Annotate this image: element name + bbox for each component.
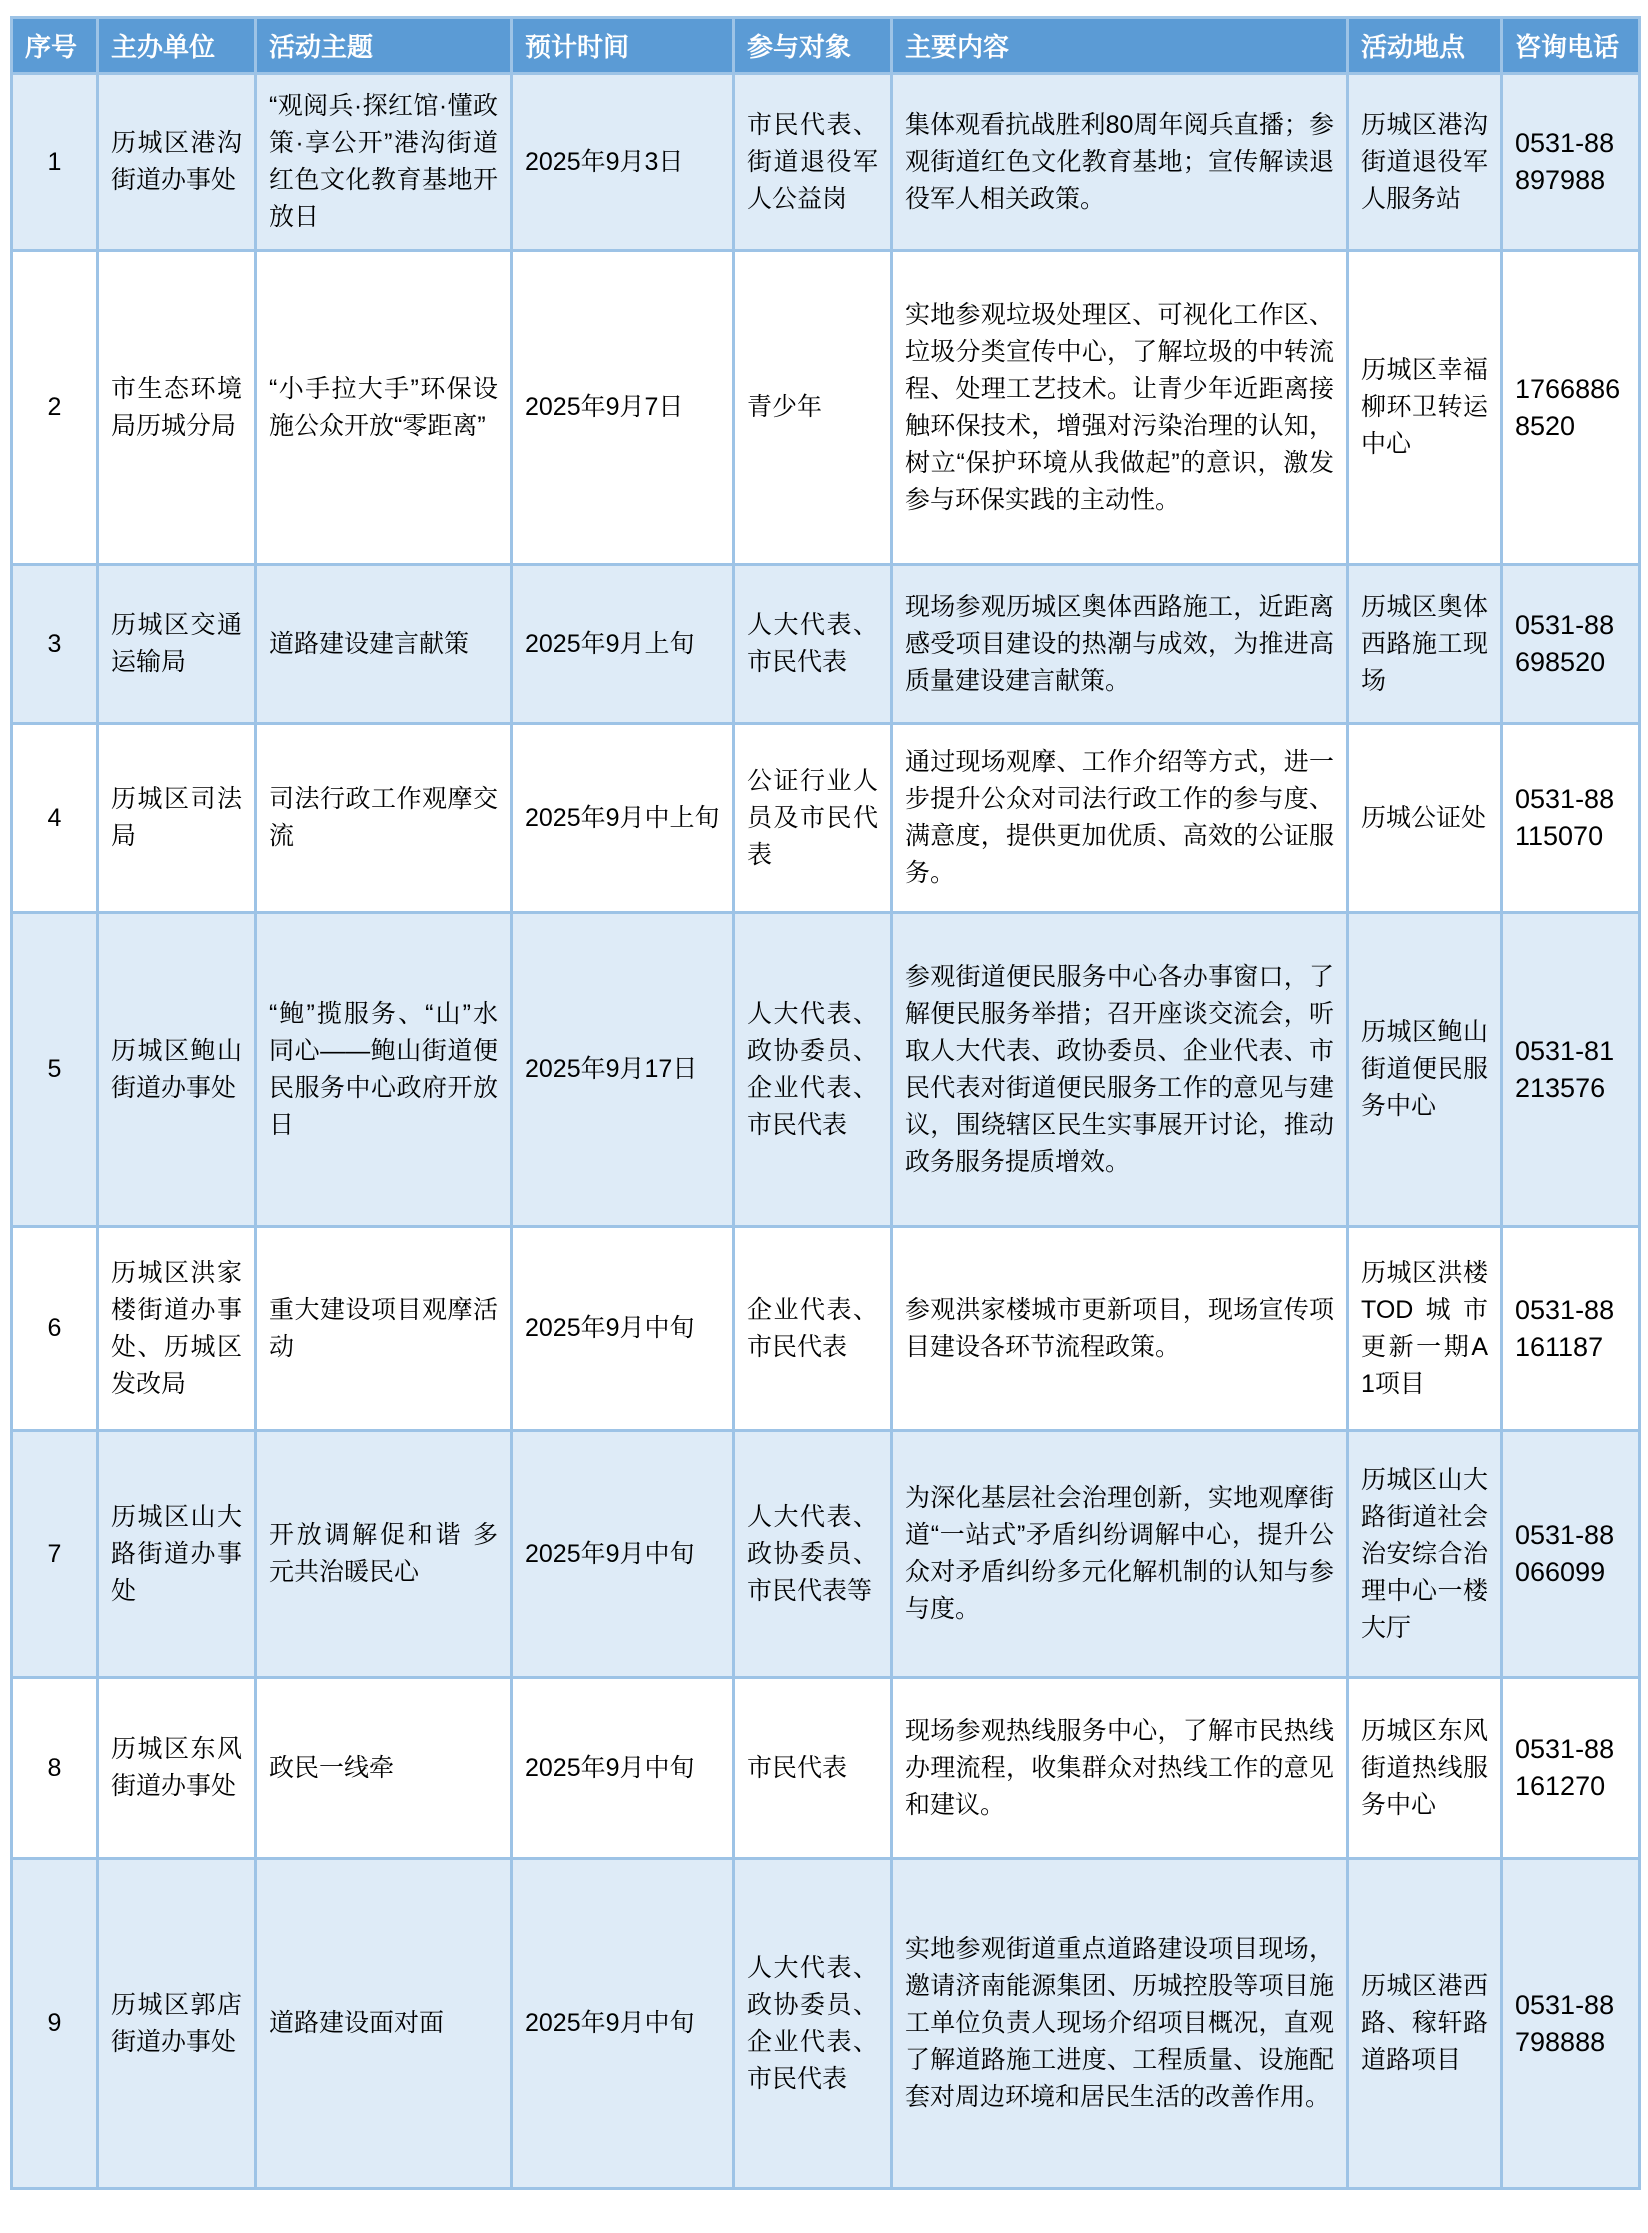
open-day-activities-table [10,16,1641,2190]
cell-time: 2025年9月中旬 [512,1859,734,2189]
cell-organizer: 历城区山大路街道办事处 [98,1431,256,1678]
table-row [12,251,1640,565]
cell-organizer: 历城区鲍山街道办事处 [98,913,256,1227]
cell-location: 历城区奥体西路施工现场 [1348,565,1502,724]
cell-participants: 人大代表、市民代表 [734,565,892,724]
cell-time: 2025年9月中上旬 [512,724,734,913]
header-row [12,18,1640,74]
col-header-content: 主要内容 [892,18,1348,74]
table-row [12,565,1640,724]
cell-seq: 5 [12,913,98,1227]
cell-location: 历城区港沟街道退役军人服务站 [1348,74,1502,251]
cell-content: 实地参观街道重点道路建设项目现场，邀请济南能源集团、历城控股等项目施工单位负责人现场介绍项目概况，直观了解道路施工进度、工程质量、设施配套对周边环境和居民生活的改善作用。 [892,1859,1348,2189]
col-header-location: 活动地点 [1348,18,1502,74]
table-row [12,1859,1640,2189]
cell-phone: 0531-88798888 [1502,1859,1640,2189]
cell-phone: 0531-88115070 [1502,724,1640,913]
cell-phone: 0531-88066099 [1502,1431,1640,1678]
cell-content: 现场参观历城区奥体西路施工，近距离感受项目建设的热潮与成效，为推进高质量建设建言献策。 [892,565,1348,724]
cell-theme: 道路建设面对面 [256,1859,512,2189]
cell-seq: 6 [12,1227,98,1431]
table-row [12,1431,1640,1678]
col-header-participants: 参与对象 [734,18,892,74]
cell-organizer: 历城区东风街道办事处 [98,1678,256,1859]
cell-theme: “鲍”揽服务、“山”水同心——鲍山街道便民服务中心政府开放日 [256,913,512,1227]
cell-participants: 企业代表、市民代表 [734,1227,892,1431]
cell-content: 现场参观热线服务中心，了解市民热线办理流程，收集群众对热线工作的意见和建议。 [892,1678,1348,1859]
cell-participants: 公证行业人员及市民代表 [734,724,892,913]
table-row [12,74,1640,251]
col-header-theme: 活动主题 [256,18,512,74]
cell-organizer: 历城区交通运输局 [98,565,256,724]
cell-participants: 人大代表、政协委员、市民代表等 [734,1431,892,1678]
cell-participants: 人大代表、政协委员、企业代表、市民代表 [734,1859,892,2189]
cell-content: 为深化基层社会治理创新，实地观摩街道“一站式”矛盾纠纷调解中心，提升公众对矛盾纠纷多元化解机制的认知与参与度。 [892,1431,1348,1678]
cell-organizer: 历城区洪家楼街道办事处、历城区发改局 [98,1227,256,1431]
cell-seq: 3 [12,565,98,724]
cell-content: 集体观看抗战胜利80周年阅兵直播；参观街道红色文化教育基地；宣传解读退役军人相关政策。 [892,74,1348,251]
cell-participants: 人大代表、政协委员、企业代表、市民代表 [734,913,892,1227]
cell-time: 2025年9月17日 [512,913,734,1227]
table-row [12,724,1640,913]
cell-location: 历城区山大路街道社会治安综合治理中心一楼大厅 [1348,1431,1502,1678]
table-row [12,1678,1640,1859]
cell-content: 实地参观垃圾处理区、可视化工作区、垃圾分类宣传中心，了解垃圾的中转流程、处理工艺技术。让青少年近距离接触环保技术，增强对污染治理的认知，树立“保护环境从我做起”的意识，激发参与环保实践的主动性。 [892,251,1348,565]
cell-theme: 政民一线牵 [256,1678,512,1859]
cell-content: 通过现场观摩、工作介绍等方式，进一步提升公众对司法行政工作的参与度、满意度，提供更加优质、高效的公证服务。 [892,724,1348,913]
col-header-organizer: 主办单位 [98,18,256,74]
cell-participants: 市民代表 [734,1678,892,1859]
cell-theme: 司法行政工作观摩交流 [256,724,512,913]
cell-time: 2025年9月7日 [512,251,734,565]
cell-location: 历城区港西路、稼轩路道路项目 [1348,1859,1502,2189]
cell-participants: 市民代表、街道退役军人公益岗 [734,74,892,251]
col-header-time: 预计时间 [512,18,734,74]
cell-time: 2025年9月中旬 [512,1678,734,1859]
cell-phone: 0531-81213576 [1502,913,1640,1227]
cell-organizer: 历城区司法局 [98,724,256,913]
cell-time: 2025年9月上旬 [512,565,734,724]
cell-phone: 17668868520 [1502,251,1640,565]
cell-phone: 0531-88161270 [1502,1678,1640,1859]
table-row [12,1227,1640,1431]
cell-location: 历城区幸福柳环卫转运中心 [1348,251,1502,565]
cell-seq: 1 [12,74,98,251]
cell-phone: 0531-88897988 [1502,74,1640,251]
cell-location: 历城区东风街道热线服务中心 [1348,1678,1502,1859]
col-header-seq: 序号 [12,18,98,74]
cell-location: 历城公证处 [1348,724,1502,913]
cell-location: 历城区洪楼TOD城市更新一期A1项目 [1348,1227,1502,1431]
cell-phone: 0531-88698520 [1502,565,1640,724]
cell-theme: 重大建设项目观摩活动 [256,1227,512,1431]
cell-organizer: 市生态环境局历城分局 [98,251,256,565]
cell-theme: “小手拉大手”环保设施公众开放“零距离” [256,251,512,565]
cell-theme: “观阅兵·探红馆·懂政策·享公开”港沟街道红色文化教育基地开放日 [256,74,512,251]
cell-time: 2025年9月3日 [512,74,734,251]
cell-seq: 7 [12,1431,98,1678]
cell-time: 2025年9月中旬 [512,1227,734,1431]
cell-participants: 青少年 [734,251,892,565]
cell-organizer: 历城区郭店街道办事处 [98,1859,256,2189]
cell-seq: 8 [12,1678,98,1859]
col-header-phone: 咨询电话 [1502,18,1640,74]
cell-content: 参观洪家楼城市更新项目，现场宣传项目建设各环节流程政策。 [892,1227,1348,1431]
cell-content: 参观街道便民服务中心各办事窗口，了解便民服务举措；召开座谈交流会，听取人大代表、政协委员、企业代表、市民代表对街道便民服务工作的意见与建议，围绕辖区民生实事展开讨论，推动政务服务提质增效。 [892,913,1348,1227]
cell-theme: 开放调解促和谐 多元共治暖民心 [256,1431,512,1678]
cell-location: 历城区鲍山街道便民服务中心 [1348,913,1502,1227]
cell-time: 2025年9月中旬 [512,1431,734,1678]
table-row [12,913,1640,1227]
cell-theme: 道路建设建言献策 [256,565,512,724]
cell-seq: 2 [12,251,98,565]
cell-seq: 9 [12,1859,98,2189]
cell-organizer: 历城区港沟街道办事处 [98,74,256,251]
cell-seq: 4 [12,724,98,913]
cell-phone: 0531-88161187 [1502,1227,1640,1431]
